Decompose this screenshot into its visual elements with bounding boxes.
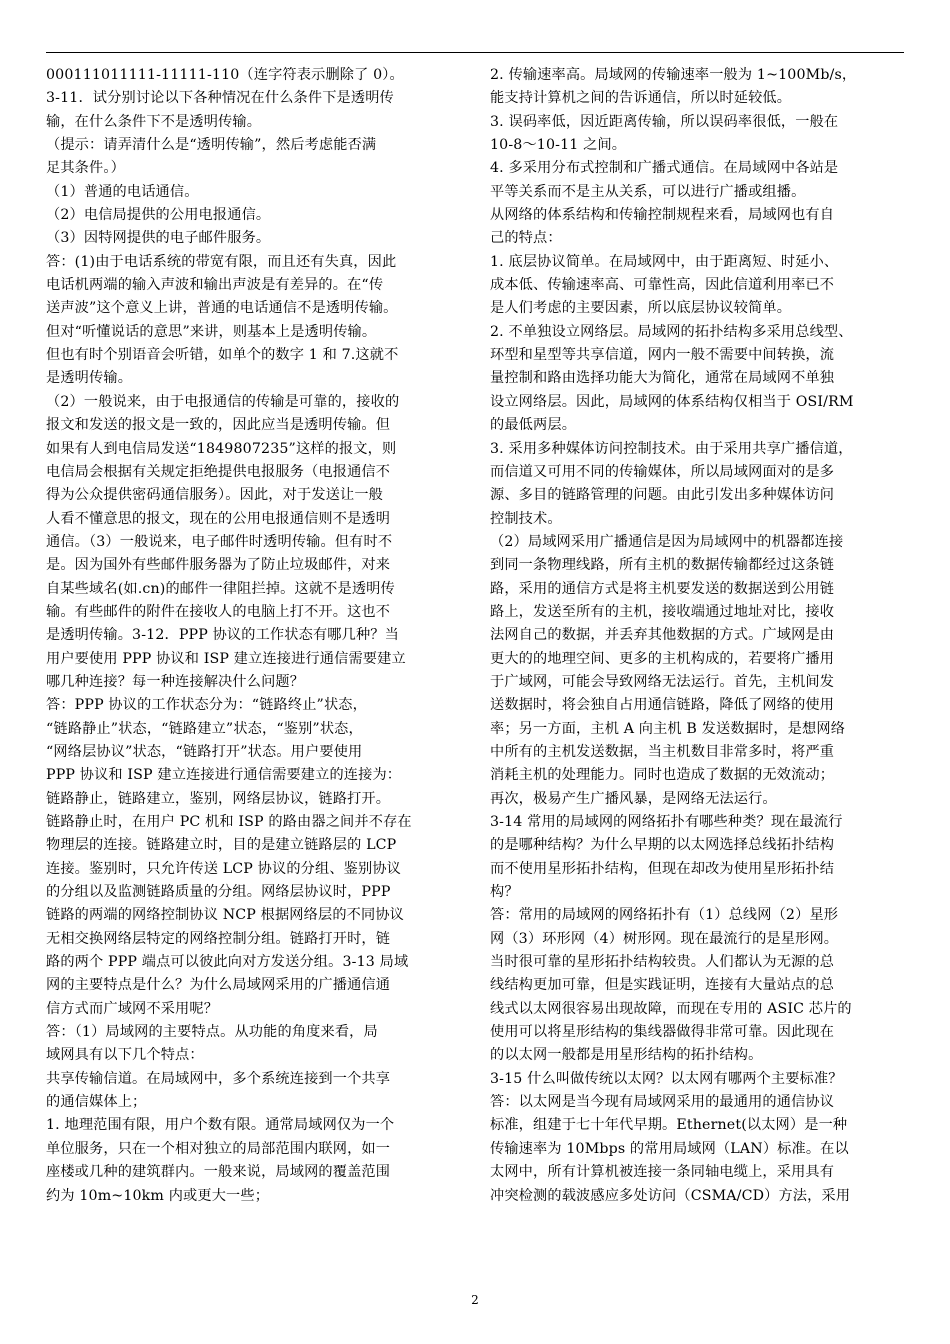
text-line: 是透明传输。3-12．PPP 协议的工作状态有哪几种？当 <box>46 627 399 644</box>
text-line: （2）一般说来，由于电报通信的传输是可靠的，接收的 <box>46 393 400 410</box>
text-line: 座楼或几种的建筑群内。一般来说，局域网的覆盖范围 <box>46 1164 391 1181</box>
text-line: 自某些域名(如.cn)的邮件一律阻拦掉。这就不是透明传 <box>46 580 395 597</box>
text-line: 输。有些邮件的附件在接收人的电脑上打不开。这也不 <box>46 603 391 620</box>
text-line: 更大的的地理空间、更多的主机构成的，若要将广播用 <box>490 650 835 667</box>
text-line: 再次，极易产生广播风暴，是网络无法运行。 <box>490 790 777 807</box>
text-line: 量控制和路由选择功能大为简化，通常在局域网不单独 <box>490 370 835 387</box>
text-line: 物理层的连接。链路建立时，目的是建立链路层的 LCP <box>46 837 397 854</box>
text-line: 链路静止，链路建立，鉴别，网络层协议，链路打开。 <box>46 790 391 807</box>
text-line: 得为公众提供密码通信服务）。因此，对于发送让一般 <box>46 487 384 504</box>
text-line: 3-11．试分别讨论以下各种情况在什么条件下是透明传 <box>46 90 394 107</box>
text-line: 电话机两端的输入声波和输出声波是有差异的。在“传 <box>46 277 384 294</box>
text-line: 而信道又可用不同的传输媒体，所以局域网面对的是多 <box>490 463 835 480</box>
text-line: 路的两个 PPP 端点可以彼此向对方发送分组。3-13 局域 <box>46 954 409 971</box>
text-line: 足其条件。） <box>46 160 125 177</box>
text-line: 用户要使用 PPP 协议和 ISP 建立连接进行通信需要建立 <box>46 650 406 667</box>
text-line: 于广域网，可能会导致网络无法运行。首先，主机间发 <box>490 673 835 690</box>
text-line: 送声波”这个意义上讲，普通的电话通信不是透明传输。 <box>46 300 398 317</box>
text-line: 报文和发送的报文是一致的，因此应当是透明传输。但 <box>46 417 391 434</box>
text-line: 线结构更加可靠，但是实践证明，连接有大量站点的总 <box>490 977 835 994</box>
text-line: 线式以太网很容易出现故障，而现在专用的 ASIC 芯片的 <box>490 1000 852 1017</box>
text-line: （提示：请弄清什么是“透明传输”，然后考虑能否满 <box>46 137 377 154</box>
text-line: 约为 10m~10km 内或更大一些； <box>46 1187 270 1204</box>
text-line: 4. 多采用分布式控制和广播式通信。在局域网中各站是 <box>490 160 839 177</box>
text-line: 到同一条物理线路，所有主机的数据传输都经过这条链 <box>490 557 835 574</box>
text-line: 1. 地理范围有限，用户个数有限。通常局域网仅为一个 <box>46 1117 395 1134</box>
text-line: 链路静止时，在用户 PC 机和 ISP 的路由器之间并不存在 <box>46 814 412 830</box>
text-line: 2. 不单独设立网络层。局域网的拓扑结构多采用总线型、 <box>490 323 853 340</box>
text-line: 网（3）环形网（4）树形网。现在最流行的是星形网。 <box>490 930 839 947</box>
page-number: 2 <box>471 1293 479 1307</box>
text-line: 输，在什么条件下不是透明传输。 <box>46 113 262 130</box>
text-line: 的通信媒体上； <box>46 1094 147 1111</box>
text-line: 消耗主机的处理能力。同时也造成了数据的无效流动； <box>490 767 835 784</box>
text-line: 电信局会根据有关规定拒绝提供电报服务（电报通信不 <box>46 463 391 480</box>
text-line: 哪几种连接？每一种连接解决什么问题？ <box>46 673 305 690</box>
text-line: 环型和星型等共享信道，网内一般不需要中间转换，流 <box>490 347 835 364</box>
text-line: 率；另一方面，主机 A 向主机 B 发送数据时，是想网络 <box>490 720 846 737</box>
text-line: 但也有时个别语音会听错，如单个的数字 1 和 7.这就不 <box>46 347 399 364</box>
text-line: 的分组以及监测链路质量的分组。网络层协议时，PPP <box>46 884 391 901</box>
text-line: 无相交换网络层特定的网络控制分组。链路打开时，链 <box>46 930 391 947</box>
text-line: 3-14 常用的局域网的网络拓扑有哪些种类？现在最流行 <box>490 814 843 830</box>
text-line: 路，采用的通信方式是将主机要发送的数据送到公用链 <box>490 580 835 597</box>
text-line: 的以太网一般都是用星形结构的拓扑结构。 <box>490 1047 763 1064</box>
text-line: 共享传输信道。在局域网中，多个系统连接到一个共享 <box>46 1070 391 1087</box>
text-line: 链路的两端的网络控制协议 NCP 根据网络层的不同协议 <box>46 907 405 924</box>
text-line: 的是哪种结构？为什么早期的以太网选择总线拓扑结构 <box>490 837 835 854</box>
text-line: 使用可以将星形结构的集线器做得非常可靠。因此现在 <box>490 1024 835 1041</box>
text-line: 答：(1)由于电话系统的带宽有限，而且还有失真，因此 <box>46 253 397 270</box>
text-line: 答：PPP 协议的工作状态分为：“链路终止”状态， <box>46 697 367 714</box>
text-line: 1. 底层协议简单。在局域网中，由于距离短、时延小、 <box>490 253 839 270</box>
text-line: 己的特点： <box>490 230 562 247</box>
text-line: 平等关系而不是主从关系，可以进行广播或组播。 <box>490 183 806 200</box>
text-line: 人看不懂意思的报文，现在的公用电报通信则不是透明 <box>46 510 391 527</box>
text-line: 标准，组建于七十年代早期。Ethernet(以太网）是一种 <box>490 1117 848 1134</box>
text-line: 10-8～10-11 之间。 <box>490 137 627 154</box>
text-line: 如果有人到电信局发送“1849807235”这样的报文，则 <box>46 440 397 457</box>
text-line: 送数据时，将会独自占用通信链路，降低了网络的使用 <box>490 697 835 714</box>
text-line: PPP 协议和 ISP 建立连接进行通信需要建立的连接为： <box>46 767 402 784</box>
text-line: 答：常用的局域网的网络拓扑有（1）总线网（2）星形 <box>490 907 839 924</box>
text-line: 设立网络层。因此，局域网的体系结构仅相当于 OSI/RM <box>490 393 854 410</box>
text-line: 控制技术。 <box>490 510 562 527</box>
text-line: 域网具有以下几个特点： <box>46 1047 204 1064</box>
text-line: 的最低两层。 <box>490 417 577 434</box>
text-line: （2）电信局提供的公用电报通信。 <box>46 207 271 224</box>
text-line: 冲突检测的载波感应多处访问（CSMA/CD）方法，采用 <box>490 1187 851 1204</box>
text-line: 能支持计算机之间的告诉通信，所以时延较低。 <box>490 90 792 107</box>
left-column <box>46 64 470 1304</box>
text-line: 从网络的体系结构和传输控制规程来看，局域网也有自 <box>490 207 835 224</box>
text-line: 源、多目的链路管理的问题。由此引发出多种媒体访问 <box>490 487 835 504</box>
text-line: 网的主要特点是什么？为什么局域网采用的广播通信通 <box>46 977 391 994</box>
text-line: 答：（1）局域网的主要特点。从功能的角度来看，局 <box>46 1024 378 1041</box>
text-line: 3. 采用多种媒体访问控制技术。由于采用共享广播信道， <box>490 440 853 457</box>
text-line: 信方式而广域网不采用呢？ <box>46 1000 219 1017</box>
right-column <box>490 64 904 1304</box>
text-line: 太网中，所有计算机被连接一条同轴电缆上，采用具有 <box>490 1164 835 1181</box>
text-line: 000111011111-11111-110（连字符表示删除了 0）。 <box>46 67 404 83</box>
text-line: 3-15 什么叫做传统以太网？以太网有哪两个主要标准？ <box>490 1070 843 1087</box>
text-line: 3. 误码率低，因近距离传输，所以误码率很低，一般在 <box>490 113 839 130</box>
text-line: 但对“听懂说话的意思”来讲，则基本上是透明传输。 <box>46 323 377 340</box>
text-line: “链路静止”状态，“链路建立”状态，“鉴别”状态， <box>46 720 363 737</box>
text-line: 单位服务，只在一个相对独立的局部范围内联网，如一 <box>46 1140 391 1157</box>
text-line: 连接。鉴别时，只允许传送 LCP 协议的分组、鉴别协议 <box>46 860 402 877</box>
text-line: （2）局域网采用广播通信是因为局域网中的机器都连接 <box>490 533 844 550</box>
text-line: 构？ <box>490 884 519 901</box>
text-line: 路上，发送至所有的主机，接收端通过地址对比，接收 <box>490 603 835 620</box>
text-line: 成本低、传输速率高、可靠性高，因此信道利用率已不 <box>490 277 835 294</box>
text-line: 是透明传输。 <box>46 370 133 387</box>
header-rule <box>46 52 904 53</box>
text-line: “网络层协议”状态，“链路打开”状态。用户要使用 <box>46 743 363 760</box>
text-line: 通信。（3）一般说来，电子邮件时透明传输。但有时不 <box>46 533 393 550</box>
text-line: 而不使用星形拓扑结构，但现在却改为使用星形拓扑结 <box>490 860 835 877</box>
text-line: 中所有的主机发送数据，当主机数目非常多时，将严重 <box>490 743 835 760</box>
text-line: 是。因为国外有些邮件服务器为了防止垃圾邮件，对来 <box>46 557 391 574</box>
text-line: 当时很可靠的星形拓扑结构较贵。人们都认为无源的总 <box>490 954 835 971</box>
text-line: 法网自己的数据，并丢弃其他数据的方式。广域网是由 <box>490 627 835 644</box>
text-line: 是人们考虑的主要因素，所以底层协议较简单。 <box>490 300 792 317</box>
text-line: 2. 传输速率高。局域网的传输速率一般为 1~100Mb/s， <box>490 67 857 83</box>
text-line: （3）因特网提供的电子邮件服务。 <box>46 230 271 247</box>
text-line: 答：以太网是当今现有局域网采用的最通用的通信协议 <box>490 1094 835 1111</box>
text-line: （1）普通的电话通信。 <box>46 183 199 200</box>
text-line: 传输速率为 10Mbps 的常用局域网（LAN）标准。在以 <box>490 1140 849 1157</box>
